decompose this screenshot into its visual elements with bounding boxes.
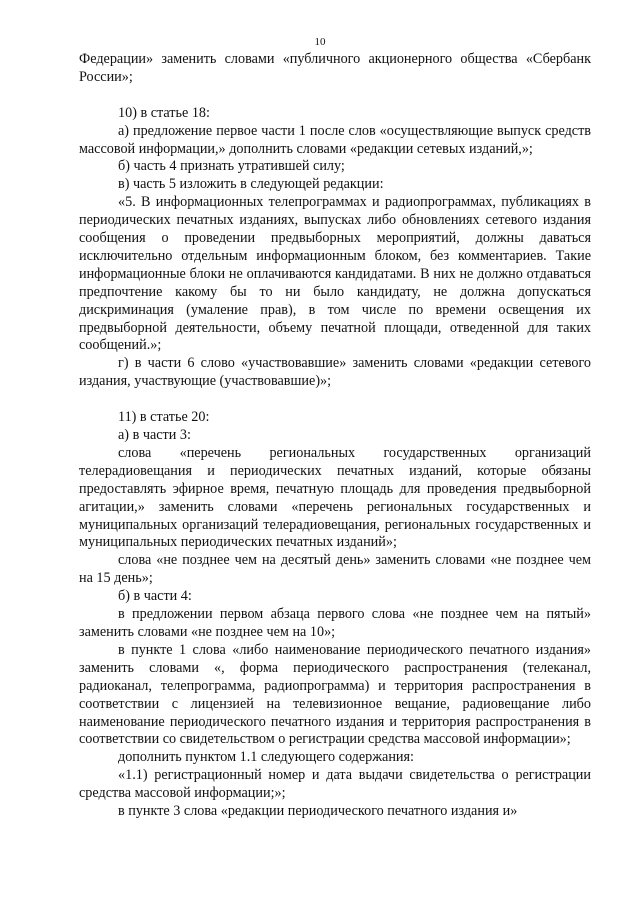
paragraph-article-20-b: б) в части 4: — [118, 588, 192, 605]
paragraph-article-18-heading: 10) в статье 18: — [118, 104, 210, 121]
page-number: 10 — [314, 36, 326, 48]
paragraph-article-20-heading: 11) в статье 20: — [118, 409, 210, 426]
paragraph-article-18-a: а) предложение первое части 1 после слов «осуществляющие выпуск средств массовой информации,» дополнить словами «редакции сетевых изданий,»; — [79, 122, 591, 157]
paragraph-article-18-part-5-text: «5. В информационных телепрограммах и радиопрограммах, публикациях в периодических печатных изданиях, выпусках либо обновлениях сетевого издания сообщения о проведении предвыборных мероприятий, должны даваться исключительно отдельным информационным блоком, без комментариев. Такие информационные блоки не оплачиваются кандидатами. В них не должно отдаваться предпочтение какому бы то ни было кандидату, не должна допускаться дискриминация (умаление прав), в том числе по времени освещения их предвыборной деятельности, объему печатной площади, отведенной для таких сообщений.»; — [79, 194, 591, 354]
paragraph-article-18-g: г) в части 6 слово «участвовавшие» заменить словами «редакции сетевого издания, участвующие (участвовавшие)»; — [79, 355, 591, 390]
paragraph-article-20-a-words-1: слова «перечень региональных государственных организаций телерадиовещания и периодических печатных изданий, которые обязаны предоставлять эфирное время, печатную площадь для проведения предвыборной агитации,» заменить словами «перечень региональных государственных и муниципальных организаций телерадиовещания, региональных государственных и муниципальных периодических печатных изданий»; — [79, 444, 591, 551]
paragraph-article-20-a-words-2: слова «не позднее чем на десятый день» заменить словами «не позднее чем на 15 день»; — [79, 552, 591, 587]
paragraph-article-20-b-point-3: в пункте 3 слова «редакции периодического печатного издания и» — [118, 803, 518, 820]
paragraph-article-20-b-point-1: в пункте 1 слова «либо наименование периодического печатного издания» заменить словами «, форма периодического распространения (телеканал, радиоканал, телепрограмма, радиопрограмма) и территория распространения в соответствии с лицензией на телевизионное вещание, радиовещание либо наименование периодического печатного издания и территория распространения в соответствии со свидетельством о регистрации средства массовой информации»; — [79, 641, 591, 748]
paragraph-article-18-v: в) часть 5 изложить в следующей редакции: — [118, 176, 384, 193]
paragraph-article-20-b-add-point: дополнить пунктом 1.1 следующего содержания: — [118, 749, 414, 766]
paragraph-article-20-a: а) в части 3: — [118, 427, 191, 443]
paragraph-article-20-b-point-1-1-text: «1.1) регистрационный номер и дата выдачи свидетельства о регистрации средства массовой информации;»; — [79, 767, 591, 802]
paragraph-continuation: Федерации» заменить словами «публичного акционерного общества «Сбербанк России»; — [79, 51, 591, 85]
paragraph-article-18-b: б) часть 4 признать утратившей силу; — [118, 158, 345, 175]
document-body — [79, 51, 591, 821]
paragraph-article-20-b-sentence-1: в предложении первом абзаца первого слова «не позднее чем на пятый» заменить словами «не позднее чем на 10»; — [79, 606, 591, 640]
